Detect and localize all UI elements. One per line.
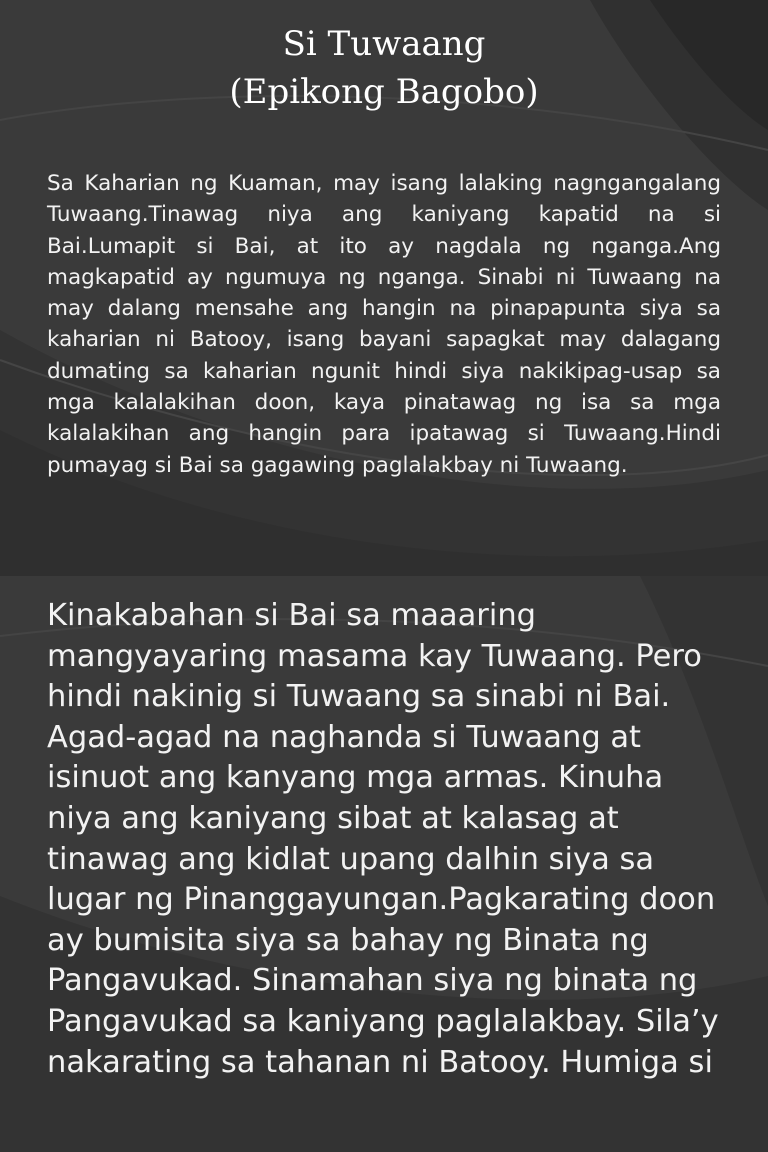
title-line-1: Si Tuwaang — [282, 24, 486, 64]
slide-title — [0, 20, 768, 116]
slide-1-paragraph: Sa Kaharian ng Kuaman, may isang lalaking nagngangalang Tuwaang.Tinawag niya ang kaniyang kapatid na si Bai.Lumapit si Bai, at ito ay nagdala ng nganga.Ang magkapatid ay ngumuya ng nganga. Sinabi ni Tuwaang na may dalang mensahe ang hangin na pinapapunta siya sa kaharian ni Batooy, isang bayani sapagkat may dalagang dumating sa kaharian ngunit hindi siya nakikipag-usap sa mga kalalakihan doon, kaya pinatawag ng isa sa mga kalalakihan ang hangin para ipatawag si Tuwaang.Hindi pumayag si Bai sa gagawing paglalakbay ni Tuwaang. — [47, 171, 721, 478]
title-line-2: (Epikong Bagobo) — [229, 72, 539, 112]
slide-2 — [0, 576, 768, 1080]
slide-2-paragraph: Kinakabahan si Bai sa maaaring mangyayaring masama kay Tuwaang. Pero hindi nakinig si Tuwaang sa sinabi ni Bai. Agad-agad na naghanda si Tuwaang at isinuot ang kanyang mga armas. Kinuha niya ang kaniyang sibat at kalasag at tinawag ang kidlat upang dalhin siya sa lugar ng Pinanggayungan.Pagkarating doon ay bumisita siya sa bahay ng Binata ng Pangavukad. Sinamahan siya ng binata ng Pangavukad sa kaniyang paglalakbay. Sila’y nakarating sa tahanan ni Batooy. Humiga si — [47, 598, 719, 1080]
